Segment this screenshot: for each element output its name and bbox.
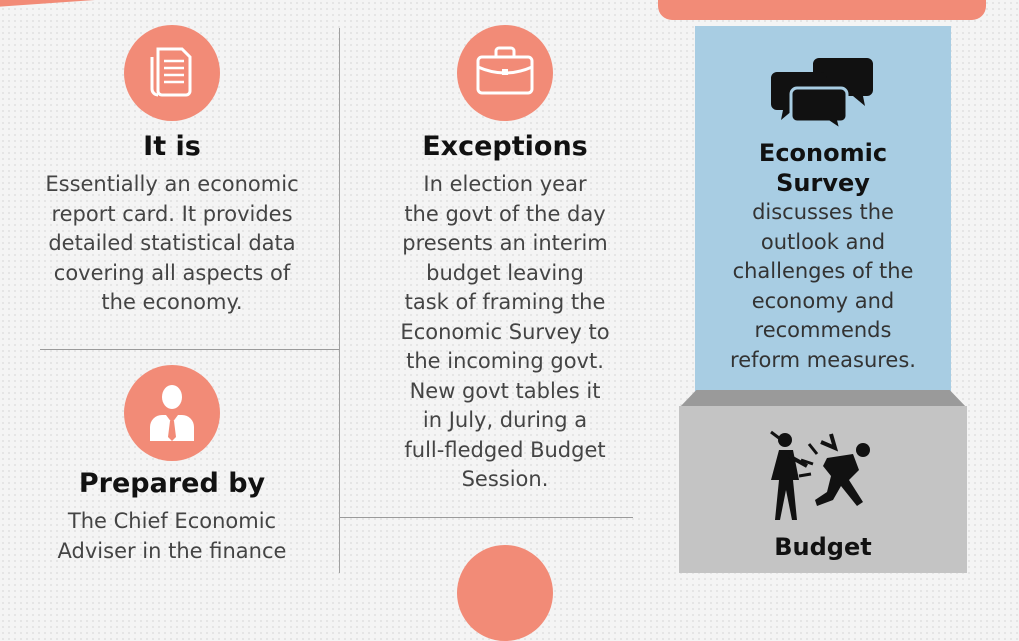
text-line: Economic Survey to	[400, 319, 610, 344]
text-line: full-fledged Budget	[404, 437, 606, 462]
text-line: recommends	[754, 318, 892, 342]
title-line: Survey	[776, 169, 870, 197]
prepared-by-title: Prepared by	[78, 468, 266, 499]
text-line: reform measures.	[730, 347, 916, 372]
budget-title: Budget	[774, 533, 872, 561]
text-line: the govt of the day	[404, 201, 606, 226]
exceptions-description	[355, 170, 655, 495]
title-line: Economic	[758, 139, 888, 167]
exceptions-icon-badge	[457, 25, 553, 121]
text-line: challenges of the	[732, 259, 914, 283]
text-line: report card. It provides	[51, 201, 293, 226]
businessman-icon	[140, 379, 204, 447]
text-line: In election year	[423, 172, 587, 196]
text-line: economy and	[751, 288, 895, 313]
chase-figures-icon	[763, 428, 887, 526]
economic-survey-panel	[695, 26, 951, 408]
text-line: in July, during a	[422, 408, 588, 432]
prepared-by-description	[20, 507, 324, 566]
text-line: detailed statistical data	[48, 231, 296, 255]
text-line: covering all aspects of	[53, 260, 291, 285]
text-line: outlook and	[760, 229, 886, 254]
text-line: Adviser in the finance	[57, 538, 287, 563]
briefcase-icon	[474, 43, 536, 103]
it-is-icon-badge	[124, 25, 220, 121]
text-line: Session.	[461, 467, 549, 491]
text-line: task of framing the	[404, 290, 606, 314]
it-is-description	[20, 170, 324, 318]
top-accent-stroke	[0, 0, 220, 8]
document-icon	[142, 41, 202, 105]
text-line: presents an interim	[402, 231, 608, 255]
text-line: New govt tables it	[409, 378, 601, 403]
economic-survey-title	[695, 138, 951, 198]
it-is-title: It is	[143, 131, 201, 162]
top-right-banner	[658, 0, 986, 20]
speech-bubbles-icon	[769, 54, 877, 134]
prepared-by-icon-badge	[124, 365, 220, 461]
exceptions-title: Exceptions	[422, 131, 588, 162]
text-line: The Chief Economic	[67, 509, 277, 533]
economic-survey-description	[695, 198, 951, 375]
text-line: budget leaving	[426, 260, 584, 285]
section-divider	[340, 517, 633, 518]
text-line: the incoming govt.	[406, 349, 604, 373]
budget-panel	[679, 406, 967, 573]
next-section-icon-badge	[457, 545, 553, 641]
section-divider	[40, 349, 339, 350]
column-divider	[339, 28, 340, 573]
text-line: discusses the	[752, 200, 894, 224]
text-line: Essentially an economic	[45, 172, 299, 196]
text-line: the economy.	[101, 290, 243, 314]
